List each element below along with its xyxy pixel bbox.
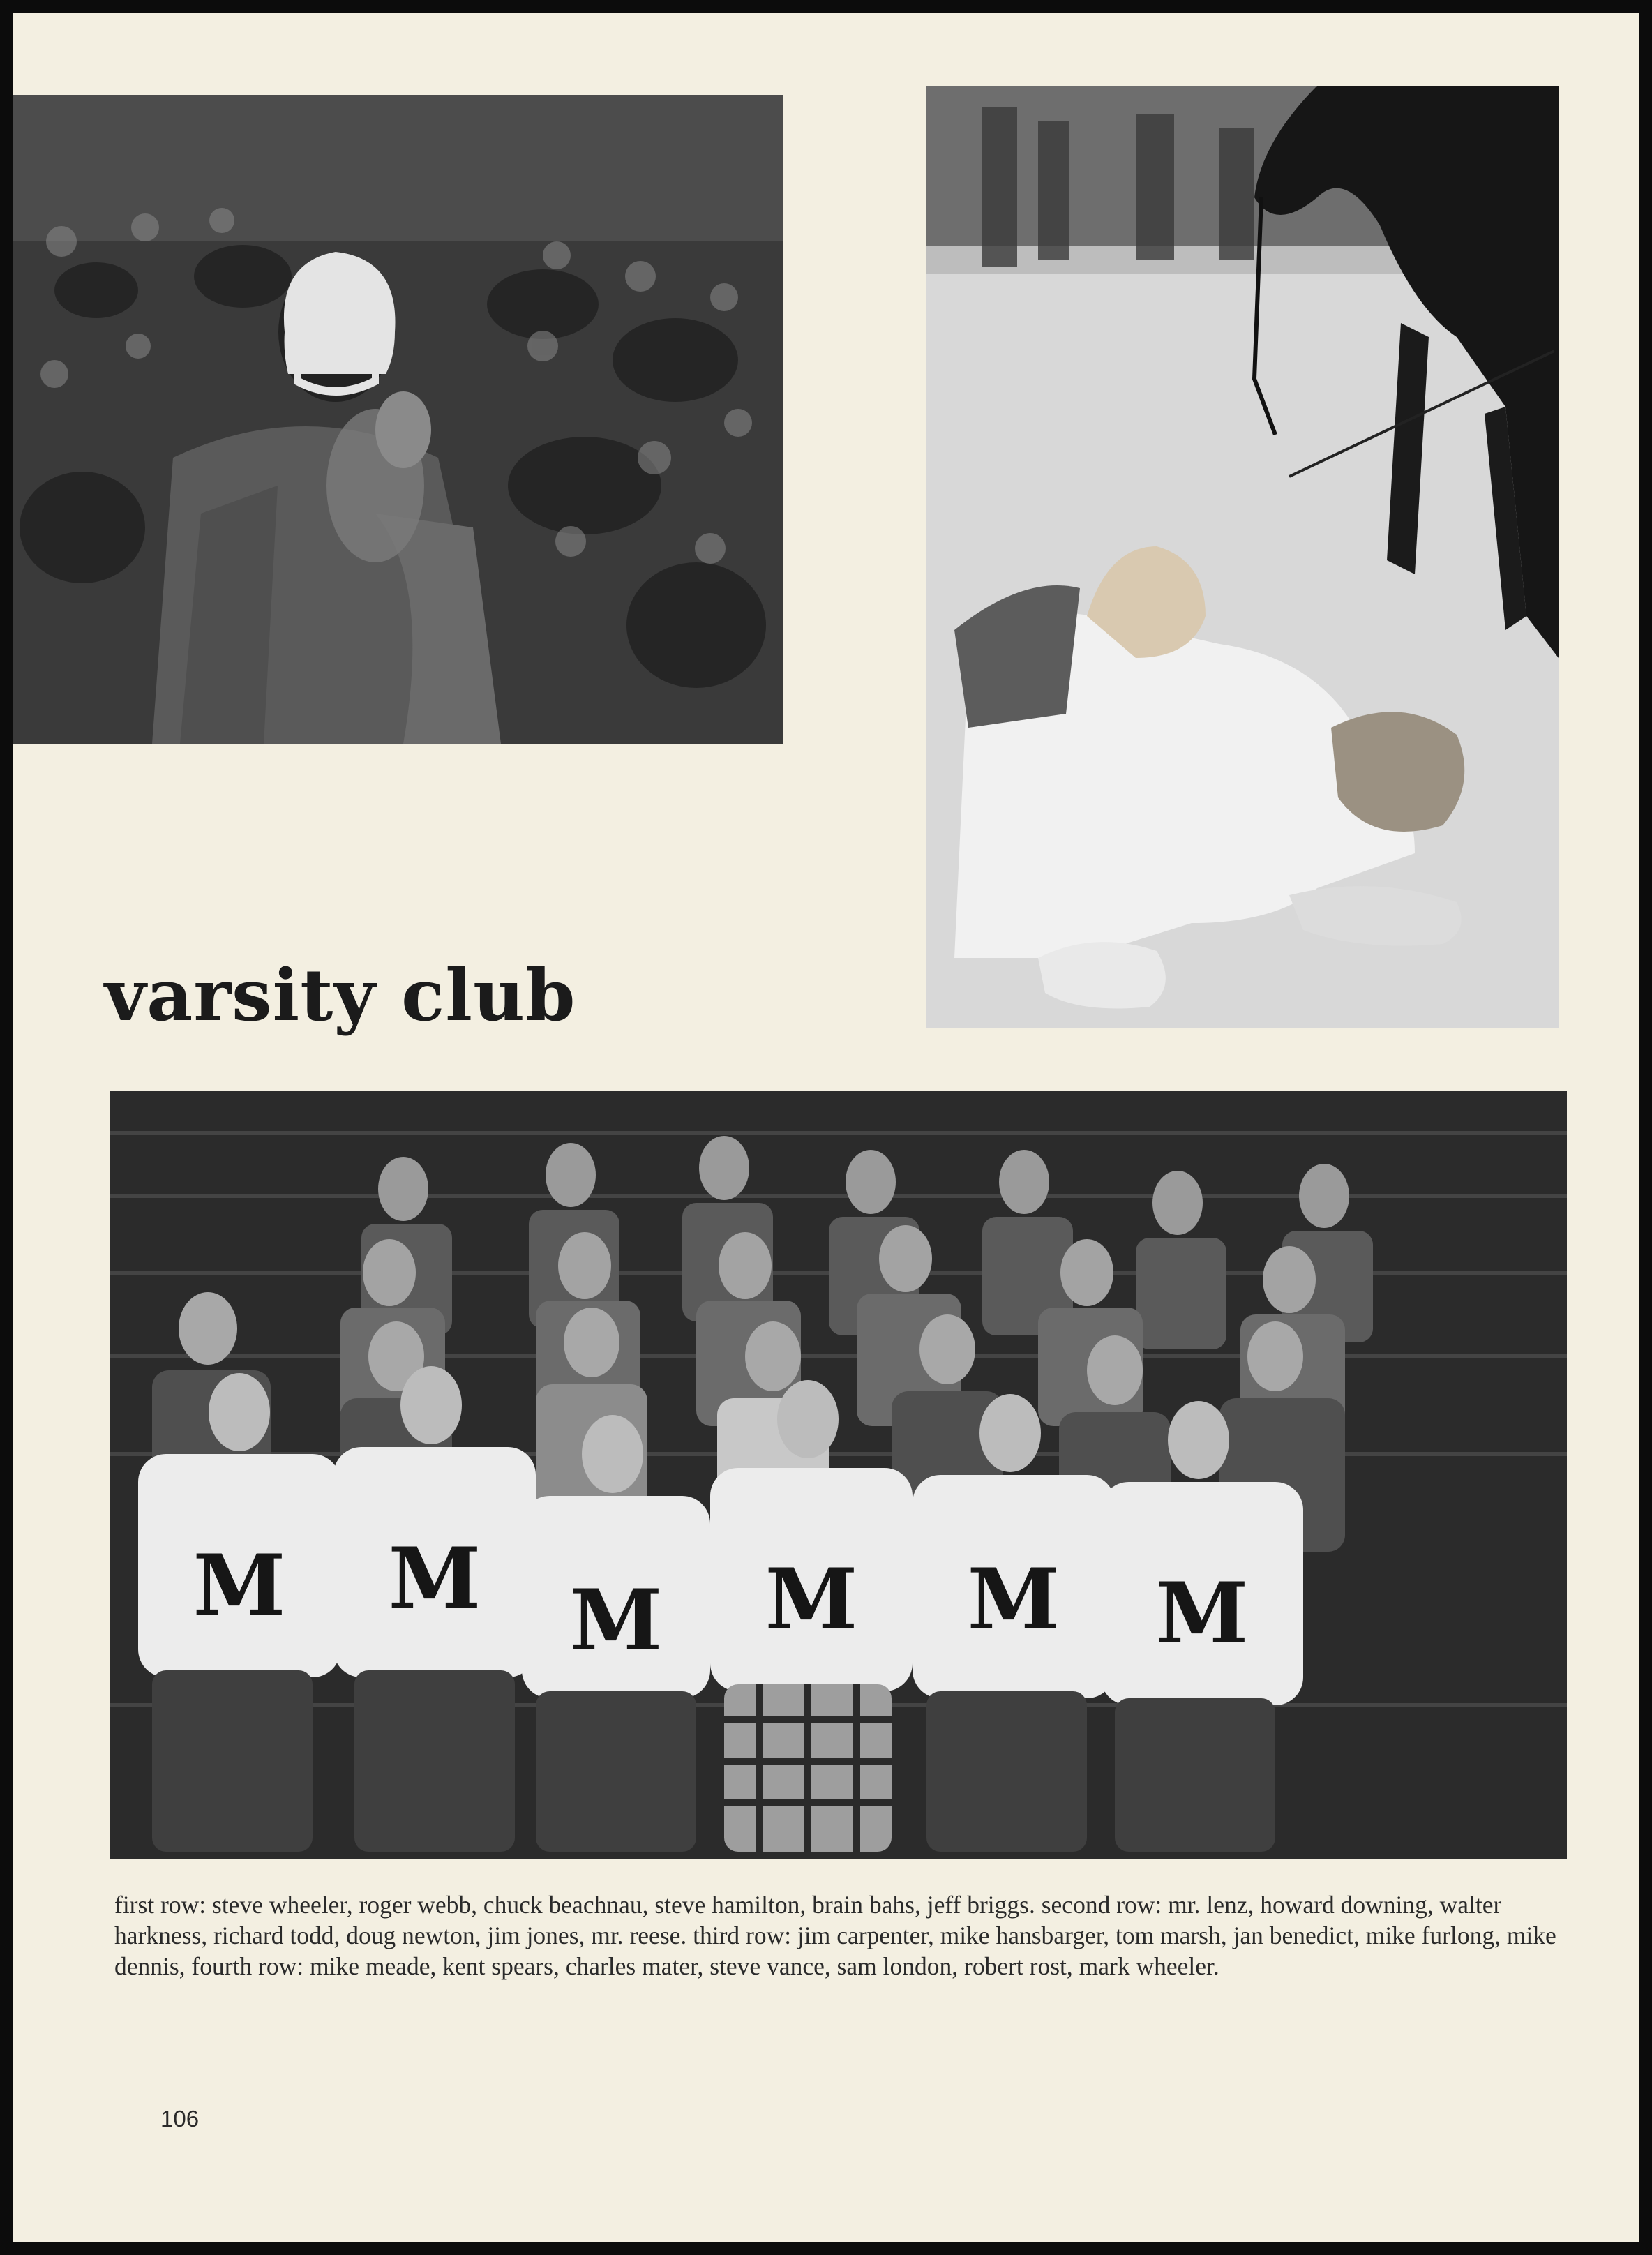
donkey-fall-photo: [926, 86, 1559, 1028]
svg-text:M: M: [765, 1550, 858, 1649]
yearbook-page: [13, 13, 1639, 2242]
svg-text:M: M: [1155, 1564, 1249, 1663]
helmet-crowd-photo: [13, 95, 783, 744]
svg-text:M: M: [193, 1536, 286, 1635]
svg-text:M: M: [388, 1529, 481, 1628]
svg-text:M: M: [569, 1571, 663, 1670]
page-title: varsity club: [105, 954, 576, 1037]
page-number: 106: [160, 2106, 200, 2132]
photo-caption: first row: steve wheeler, roger webb, chuck beachnau, steve hamilton, brain bahs, jeff briggs. second row: mr. lenz, howard downing, walter harkness, richard todd, doug newton, jim jones, mr. reese. third row: jim carpenter, mike hansbarger, tom marsh, jan benedict, mike furlong, mike dennis, fourth row: mike meade, kent spears, charles mater, steve vance, sam london, robert rost, mark wheeler.: [114, 1891, 1556, 1980]
varsity-club-group-photo: [110, 1091, 1567, 1859]
svg-text:M: M: [967, 1550, 1060, 1649]
